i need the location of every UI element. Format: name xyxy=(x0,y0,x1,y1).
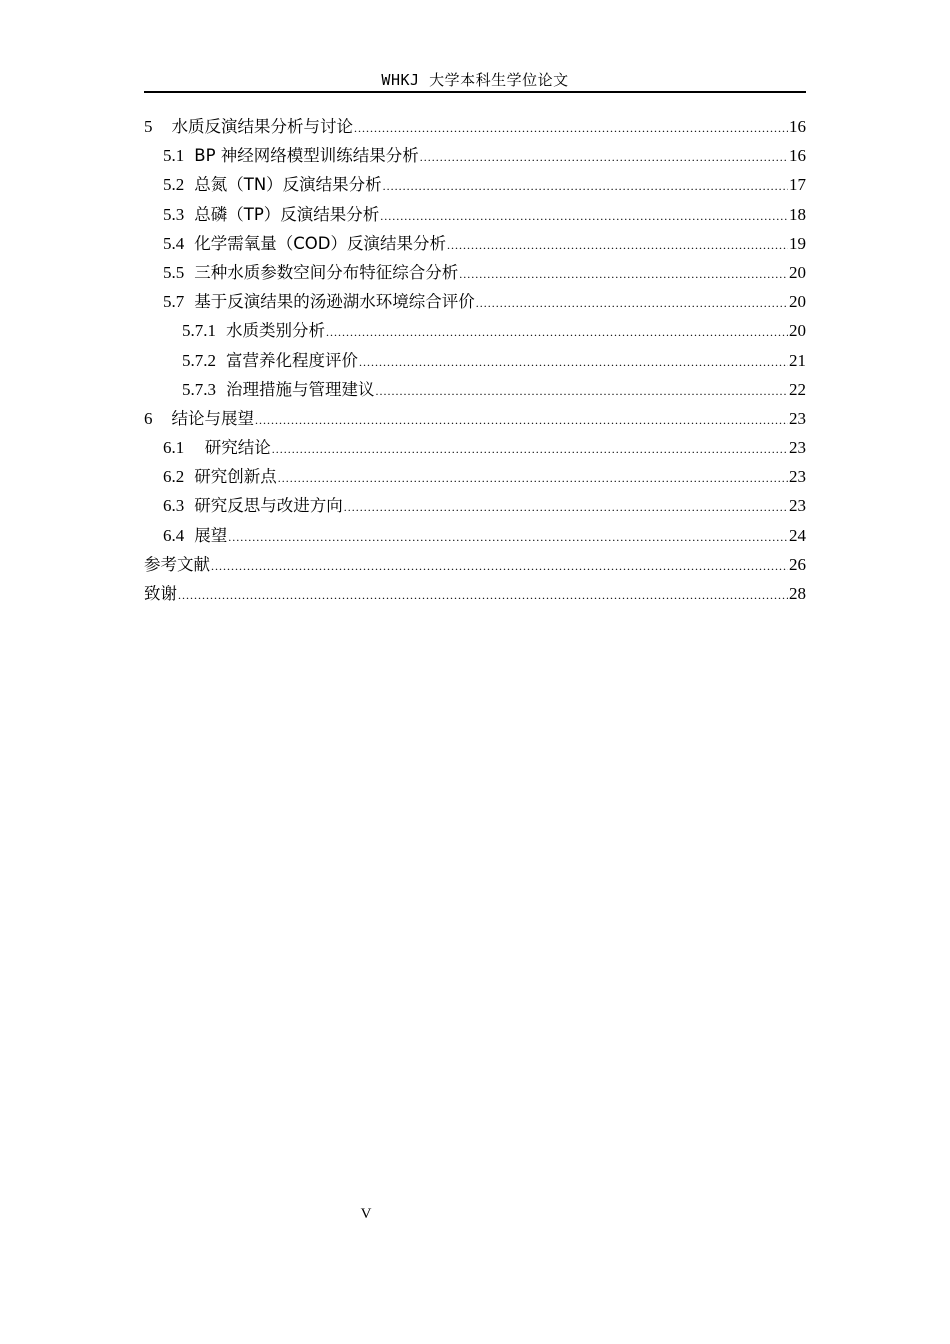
toc-entry-title: 研究结论 xyxy=(194,438,271,458)
toc-entry[interactable] xyxy=(144,142,806,171)
toc-entry-page: 18 xyxy=(789,204,806,224)
toc-entry-number: 5.7.2 xyxy=(182,350,216,370)
toc-entry-title: BP 神经网络模型训练结果分析 xyxy=(194,146,419,166)
toc-entry-title: 总氮（TN）反演结果分析 xyxy=(194,175,382,195)
toc-entry-page: 16 xyxy=(789,117,806,136)
toc-entry-page: 21 xyxy=(789,350,806,370)
toc-entry-number: 5.1 xyxy=(163,146,185,166)
toc-entry[interactable] xyxy=(144,113,806,142)
toc-entry-title: 致谢 xyxy=(144,584,177,603)
toc-entry-number: 5.5 xyxy=(163,262,185,282)
toc-entry-page: 28 xyxy=(789,584,806,603)
toc-entry-page: 22 xyxy=(789,379,806,399)
toc-dot-leader xyxy=(228,530,788,545)
toc-entry-title: 水质类别分析 xyxy=(226,321,325,341)
toc-dot-leader xyxy=(272,442,788,457)
toc-entry[interactable] xyxy=(144,230,806,259)
toc-entry[interactable] xyxy=(144,492,806,521)
toc-dot-leader xyxy=(211,559,788,574)
toc-entry[interactable] xyxy=(144,463,806,492)
toc-entry-title: 展望 xyxy=(194,525,228,545)
toc-entry-page: 17 xyxy=(789,175,806,195)
toc-entry-title: 富营养化程度评价 xyxy=(226,350,358,370)
toc-dot-leader xyxy=(344,500,788,515)
toc-dot-leader xyxy=(354,121,788,136)
toc-entry-number: 5.3 xyxy=(163,204,185,224)
toc-entry-title: 化学需氧量（COD）反演结果分析 xyxy=(194,233,446,253)
toc-entry[interactable] xyxy=(144,405,806,434)
toc-entry[interactable] xyxy=(144,171,806,200)
toc-entry-title: 水质反演结果分析与讨论 xyxy=(171,117,353,136)
toc-entry[interactable] xyxy=(144,376,806,405)
page-header-title: WHKJ 大学本科生学位论文 xyxy=(381,71,569,89)
toc-entry-page: 19 xyxy=(789,233,806,253)
toc-entry-title: 总磷（TP）反演结果分析 xyxy=(194,204,380,224)
toc-entry-title: 三种水质参数空间分布特征综合分析 xyxy=(194,262,459,282)
toc-entry-page: 16 xyxy=(789,146,806,166)
toc-entry-page: 23 xyxy=(789,438,806,458)
toc-dot-leader xyxy=(380,209,788,224)
toc-dot-leader xyxy=(278,471,788,486)
toc-entry-number: 6.2 xyxy=(163,467,185,487)
toc-entry[interactable] xyxy=(144,259,806,288)
toc-dot-leader xyxy=(420,150,788,165)
toc-entry-title: 研究反思与改进方向 xyxy=(194,496,343,516)
toc-entry-number: 6.3 xyxy=(163,496,185,516)
toc-entry[interactable] xyxy=(144,201,806,230)
toc-entry-number: 6.4 xyxy=(163,525,185,545)
toc-entry[interactable] xyxy=(144,551,806,580)
toc-dot-leader xyxy=(476,296,788,311)
toc-entry-number: 6.1 xyxy=(163,438,185,458)
toc-dot-leader xyxy=(326,325,788,340)
toc-entry-page: 23 xyxy=(789,408,806,428)
toc-entry-title: 治理措施与管理建议 xyxy=(226,379,375,399)
toc-entry-page: 26 xyxy=(789,554,806,574)
toc-entry-number: 5.7.3 xyxy=(182,379,216,399)
toc-entry[interactable] xyxy=(144,317,806,346)
toc-entry-title: 研究创新点 xyxy=(194,467,277,487)
toc-entry-title: 基于反演结果的汤逊湖水环境综合评价 xyxy=(194,292,475,312)
toc-entry-number: 5.7.1 xyxy=(182,321,216,341)
toc-dot-leader xyxy=(255,413,788,428)
toc-dot-leader xyxy=(359,355,788,370)
toc-dot-leader xyxy=(178,588,788,603)
toc-entry[interactable] xyxy=(144,580,806,609)
toc-entry-page: 20 xyxy=(789,262,806,282)
toc-entry-page: 23 xyxy=(789,467,806,487)
toc-entry-page: 20 xyxy=(789,292,806,312)
toc-entry-number: 5.2 xyxy=(163,175,185,195)
toc-entry-number: 5.4 xyxy=(163,233,185,253)
toc-entry-page: 24 xyxy=(789,525,806,545)
table-of-contents xyxy=(144,113,806,609)
toc-entry-number: 5 xyxy=(144,117,153,136)
toc-entry-number: 6 xyxy=(144,408,153,428)
toc-entry[interactable] xyxy=(144,522,806,551)
toc-dot-leader xyxy=(447,238,788,253)
toc-dot-leader xyxy=(383,179,788,194)
toc-entry[interactable] xyxy=(144,288,806,317)
toc-entry-page: 23 xyxy=(789,496,806,516)
header-rule xyxy=(144,91,806,93)
toc-entry-title: 参考文献 xyxy=(144,554,210,574)
toc-entry[interactable] xyxy=(144,434,806,463)
page-number: V xyxy=(360,1206,372,1222)
toc-entry-title: 结论与展望 xyxy=(171,408,254,428)
toc-dot-leader xyxy=(459,267,788,282)
toc-dot-leader xyxy=(376,384,789,399)
toc-entry-page: 20 xyxy=(789,321,806,341)
toc-entry[interactable] xyxy=(144,347,806,376)
toc-entry-number: 5.7 xyxy=(163,292,185,312)
